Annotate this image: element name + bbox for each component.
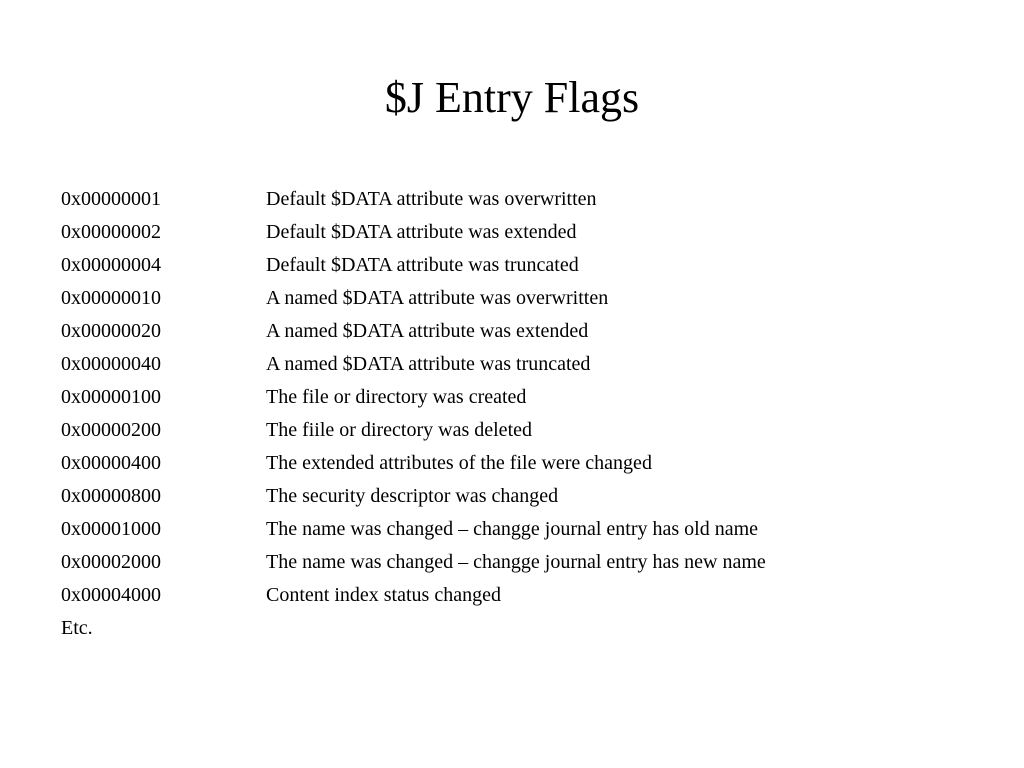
flag-description: Content index status changed	[266, 584, 501, 606]
flag-description: A named $DATA attribute was truncated	[266, 353, 591, 375]
flag-row	[61, 414, 981, 447]
flag-description: Default $DATA attribute was truncated	[266, 254, 579, 276]
flag-row	[61, 183, 981, 216]
flag-code: 0x00000020	[61, 320, 161, 342]
flag-code: 0x00000200	[61, 419, 161, 441]
flag-row	[61, 216, 981, 249]
flag-description: A named $DATA attribute was overwritten	[266, 287, 609, 309]
flag-description: The fiile or directory was deleted	[266, 419, 532, 441]
flag-row	[61, 546, 981, 579]
flag-code: 0x00000400	[61, 452, 161, 474]
flag-code: 0x00000010	[61, 287, 161, 309]
flag-description: Default $DATA attribute was extended	[266, 221, 577, 243]
flag-row	[61, 282, 981, 315]
flag-description: The name was changed – changge journal entry has new name	[266, 551, 766, 573]
flag-code: 0x00000040	[61, 353, 161, 375]
flag-description: A named $DATA attribute was extended	[266, 320, 589, 342]
slide-title: $J Entry Flags	[384, 73, 640, 122]
flag-row	[61, 579, 981, 612]
flag-row	[61, 447, 981, 480]
flag-code: 0x00004000	[61, 584, 161, 606]
flag-row	[61, 381, 981, 414]
flag-description: The security descriptor was changed	[266, 485, 559, 507]
flag-code: 0x00000800	[61, 485, 161, 507]
flag-row	[61, 348, 981, 381]
flag-row	[61, 480, 981, 513]
flag-description: The name was changed – changge journal entry has old name	[266, 518, 759, 540]
flag-code: 0x00000001	[61, 188, 161, 210]
flag-description: Default $DATA attribute was overwritten	[266, 188, 597, 210]
flag-description: The extended attributes of the file were changed	[266, 452, 652, 474]
flag-code: 0x00000004	[61, 254, 161, 276]
flag-row	[61, 315, 981, 348]
flag-row	[61, 513, 981, 546]
flag-code: 0x00002000	[61, 551, 161, 573]
flag-list	[61, 183, 981, 645]
flag-description: The file or directory was created	[266, 386, 527, 408]
etc-line: Etc.	[61, 617, 93, 639]
flag-code: 0x00001000	[61, 518, 161, 540]
flag-code: 0x00000002	[61, 221, 161, 243]
flag-code: 0x00000100	[61, 386, 161, 408]
flag-row	[61, 249, 981, 282]
